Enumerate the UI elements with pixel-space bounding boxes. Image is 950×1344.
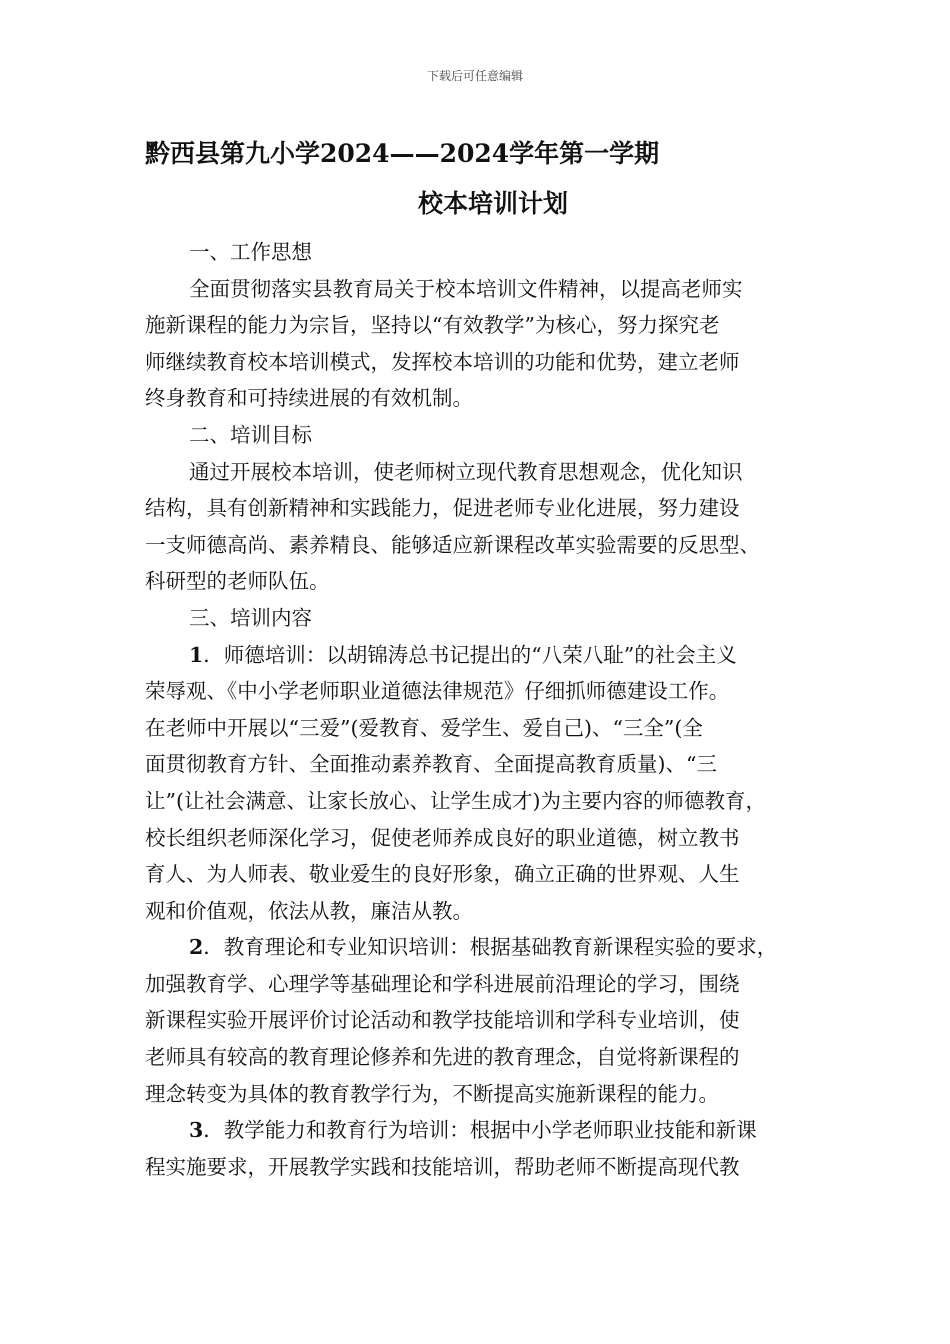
body-line xyxy=(145,637,825,674)
line-text: 育人、为人师表、敬业爱生的良好形象，确立正确的世界观、人生 xyxy=(145,862,740,887)
body-line xyxy=(145,380,825,417)
body-line xyxy=(145,527,825,564)
body-line xyxy=(145,1002,825,1039)
line-text: 师继续教育校本培训模式，发挥校本培训的功能和优势，建立老师 xyxy=(145,349,740,374)
line-text: 理念转变为具体的教育教学行为，不断提高实施新课程的能力。 xyxy=(145,1081,719,1106)
line-text: 老师具有较高的教育理论修养和先进的教育理念，自觉将新课程的 xyxy=(145,1045,740,1070)
body-line xyxy=(145,1039,825,1076)
line-text: 程实施要求，开展教学实践和技能培训，帮助老师不断提高现代教 xyxy=(145,1154,740,1179)
line-text: ．师德培训：以胡锦涛总书记提出的“八荣八耻”的社会主义 xyxy=(203,642,737,667)
body-line xyxy=(145,344,825,381)
body-line xyxy=(145,307,825,344)
line-text: 一、工作思想 xyxy=(189,240,312,264)
line-text: 在老师中开展以“三爱”(爱教育、爱学生、爱自己)、“三全”(全 xyxy=(145,715,703,740)
line-text: ．教育理论和专业知识培训：根据基础教育新课程实验的要求， xyxy=(203,935,778,960)
line-text: 科研型的老师队伍。 xyxy=(145,569,330,594)
body-line xyxy=(145,1076,825,1113)
line-text: 结构，具有创新精神和实践能力，促进老师专业化进展，努力建设 xyxy=(145,496,740,521)
body-line xyxy=(145,234,825,271)
body-line xyxy=(145,1149,825,1186)
line-text: 观和价值观，依法从教，廉洁从教。 xyxy=(145,898,473,923)
body-line xyxy=(145,746,825,783)
body-line xyxy=(145,271,825,308)
body-line xyxy=(145,600,825,637)
line-text: ．教学能力和教育行为培训：根据中小学老师职业技能和新课 xyxy=(203,1118,757,1143)
line-text: 让”(让社会满意、让家长放心、让学生成才)为主要内容的师德教育， xyxy=(145,788,766,813)
document-title-line2: 校本培训计划 xyxy=(418,189,569,218)
document-body xyxy=(145,234,825,1185)
item-number: 3 xyxy=(189,1118,204,1143)
line-text: 终身教育和可持续进展的有效机制。 xyxy=(145,386,473,411)
body-line xyxy=(145,563,825,600)
body-line xyxy=(145,454,825,491)
body-line xyxy=(145,710,825,747)
document-title-line1: 黔西县第九小学2024——2024学年第一学期 xyxy=(145,139,660,168)
line-text: 二、培训目标 xyxy=(189,422,312,447)
body-line xyxy=(145,490,825,527)
body-line xyxy=(145,966,825,1003)
body-line xyxy=(145,893,825,930)
line-text: 加强教育学、心理学等基础理论和学科进展前沿理论的学习，围绕 xyxy=(145,971,740,996)
item-number: 2 xyxy=(189,935,204,960)
body-line xyxy=(145,856,825,893)
line-text: 三、培训内容 xyxy=(189,605,312,630)
body-line xyxy=(145,673,825,710)
body-line xyxy=(145,820,825,857)
body-line xyxy=(145,783,825,820)
line-text: 校长组织老师深化学习，促使老师养成良好的职业道德，树立教书 xyxy=(145,825,740,850)
line-text: 全面贯彻落实县教育局关于校本培训文件精神，以提高老师实 xyxy=(189,276,743,301)
line-text: 通过开展校本培训，使老师树立现代教育思想观念，优化知识 xyxy=(189,459,743,484)
line-text: 荣辱观、《中小学老师职业道德法律规范》仔细抓师德建设工作。 xyxy=(145,679,730,704)
header-note: 下载后可任意编辑 xyxy=(426,69,523,83)
body-line xyxy=(145,929,825,966)
body-line xyxy=(145,417,825,454)
line-text: 一支师德高尚、素养精良、能够适应新课程改革实验需要的反思型、 xyxy=(145,532,760,557)
line-text: 施新课程的能力为宗旨，坚持以“有效教学”为核心，努力探究老 xyxy=(145,313,720,338)
line-text: 面贯彻教育方针、全面推动素养教育、全面提高教育质量)、“三 xyxy=(145,752,717,777)
body-line xyxy=(145,1112,825,1149)
line-text: 新课程实验开展评价讨论活动和教学技能培训和学科专业培训，使 xyxy=(145,1008,740,1033)
item-number: 1 xyxy=(189,642,204,667)
